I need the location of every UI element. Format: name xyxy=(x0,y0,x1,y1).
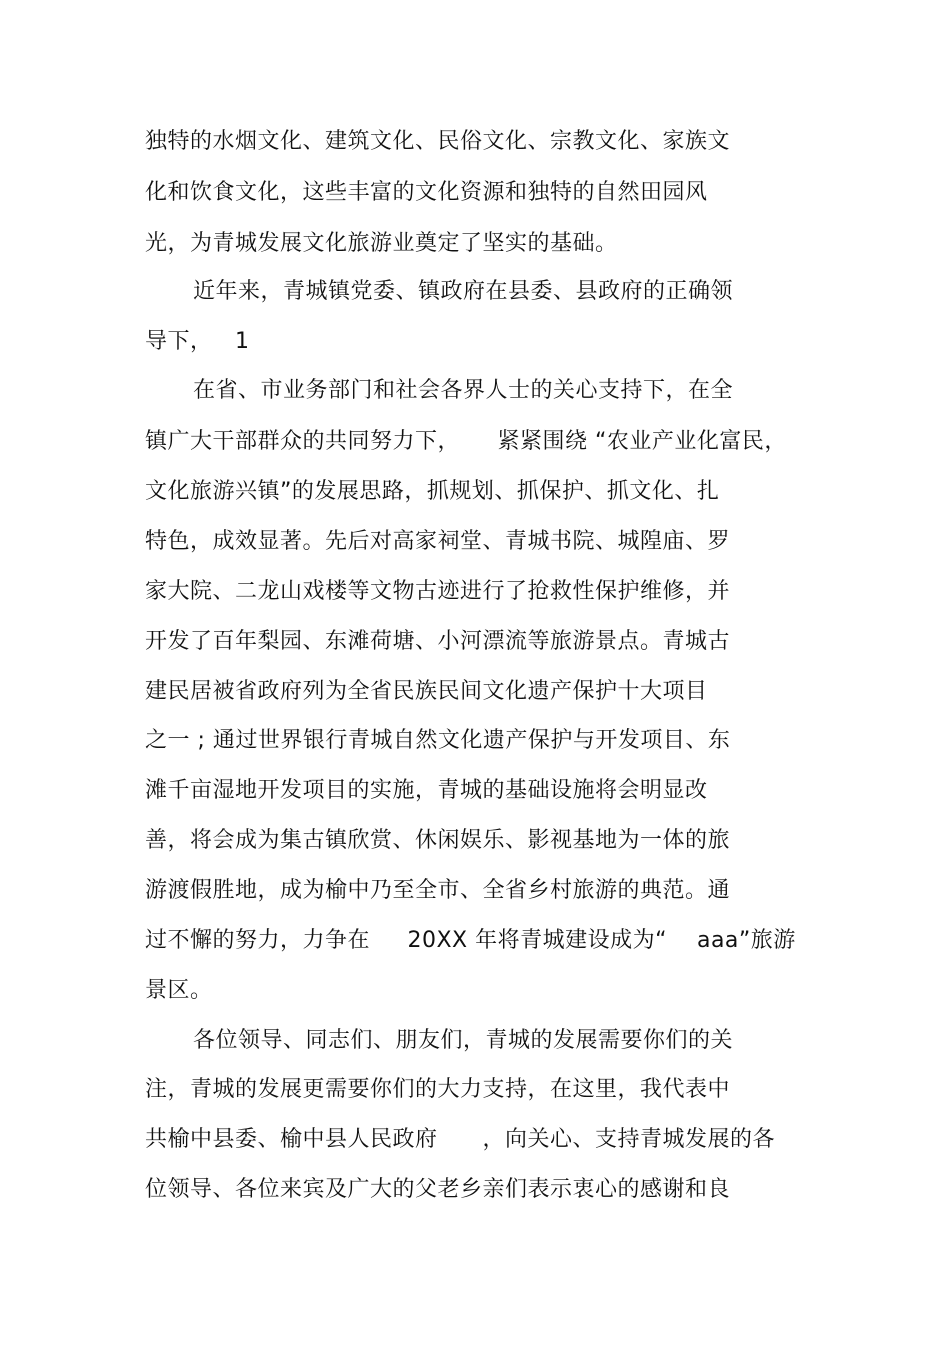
text-line: 滩千亩湿地开发项目的实施，青城的基础设施将会明显改 xyxy=(145,778,708,803)
paragraph-start-line: 在省、市业务部门和社会各界人士的关心支持下，在全 xyxy=(193,378,734,403)
text-line: 光，为青城发展文化旅游业奠定了坚实的基础。 xyxy=(145,231,618,256)
text-line: 镇广大干部群众的共同努力下， 紧紧围绕 “农业产业化富民， xyxy=(145,429,787,454)
text-line: 文化旅游兴镇”的发展思路，抓规划、抓保护、抓文化、扎 xyxy=(145,479,720,504)
text-line: 家大院、二龙山戏楼等文物古迹进行了抢救性保护维修，并 xyxy=(145,579,731,604)
text-line: 导下， 1 xyxy=(145,329,250,354)
text-line: 注，青城的发展更需要你们的大力支持，在这里，我代表中 xyxy=(145,1077,731,1102)
paragraph-start-line: 各位领导、同志们、朋友们，青城的发展需要你们的关 xyxy=(193,1028,734,1053)
text-line: 善，将会成为集古镇欣赏、休闲娱乐、影视基地为一体的旅 xyxy=(145,828,731,853)
text-line: 建民居被省政府列为全省民族民间文化遗产保护十大项目 xyxy=(145,679,708,704)
text-line: 游渡假胜地，成为榆中乃至全市、全省乡村旅游的典范。通 xyxy=(145,878,731,903)
text-line: 化和饮食文化，这些丰富的文化资源和独特的自然田园风 xyxy=(145,180,708,205)
text-line: 共榆中县委、榆中县人民政府 ，向关心、支持青城发展的各 xyxy=(145,1127,775,1152)
text-line: 过不懈的努力，力争在 20XX 年将青城建设成为“ aaa”旅游 xyxy=(145,928,796,953)
paragraph-start-line: 近年来，青城镇党委、镇政府在县委、县政府的正确领 xyxy=(193,279,734,304)
text-line: 之一 ; 通过世界银行青城自然文化遗产保护与开发项目、东 xyxy=(145,728,731,753)
text-line: 景区。 xyxy=(145,978,213,1003)
text-line: 位领导、各位来宾及广大的父老乡亲们表示衷心的感谢和良 xyxy=(145,1177,731,1202)
text-line: 独特的水烟文化、建筑文化、民俗文化、宗教文化、家族文 xyxy=(145,129,731,154)
text-line: 特色，成效显著。先后对高家祠堂、青城书院、城隍庙、罗 xyxy=(145,529,731,554)
text-line: 开发了百年梨园、东滩荷塘、小河漂流等旅游景点。青城古 xyxy=(145,629,731,654)
